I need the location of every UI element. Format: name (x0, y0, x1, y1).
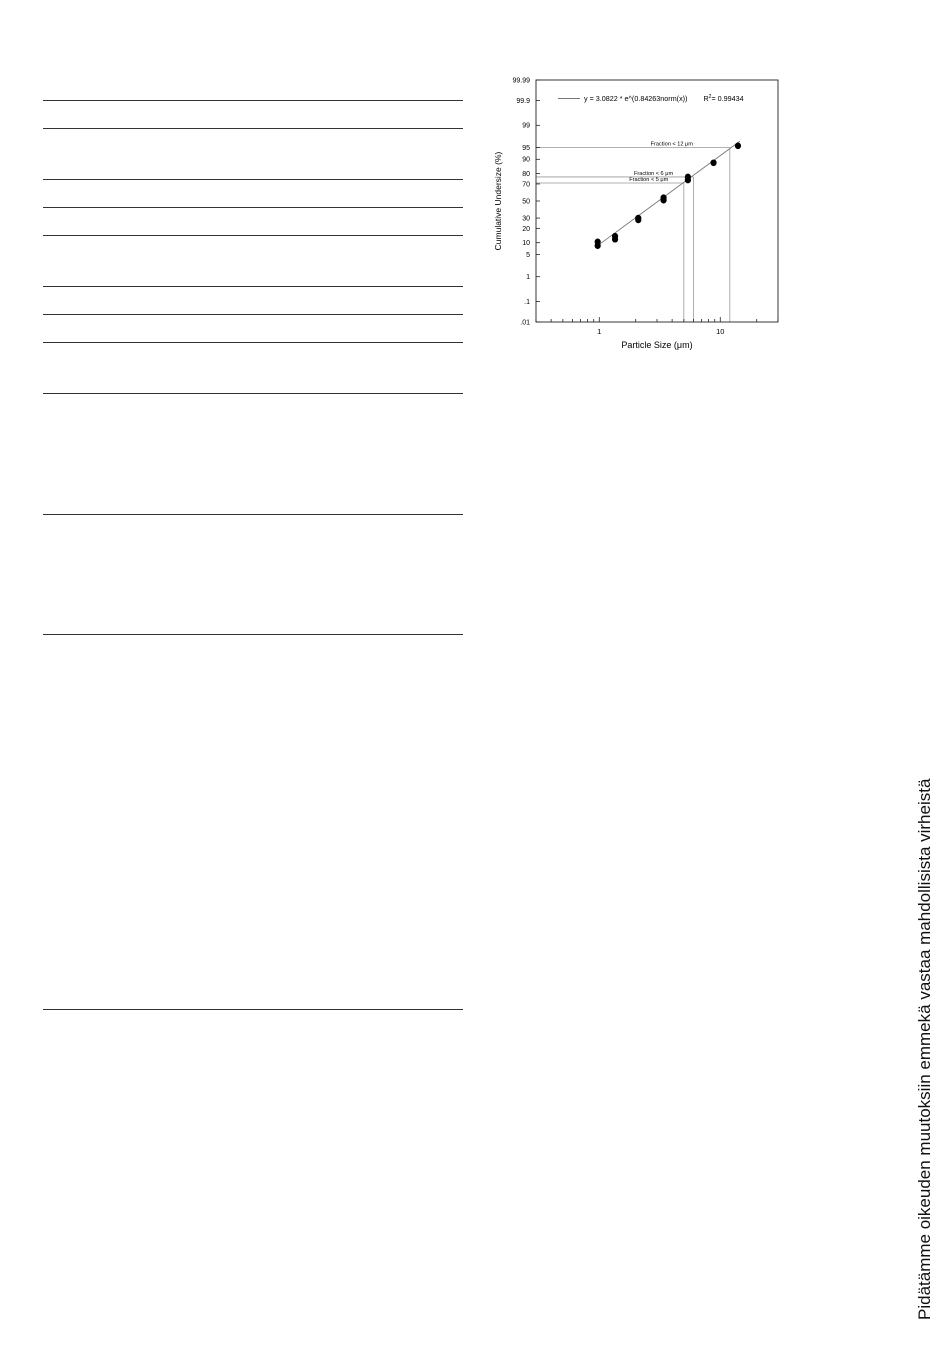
y-tick-label: .1 (524, 298, 530, 306)
data-point (660, 194, 666, 201)
table-rule (43, 286, 463, 287)
y-tick-label: 99.9 (516, 97, 530, 105)
data-points (595, 143, 741, 249)
y-tick-label: 95 (522, 144, 530, 152)
data-point (685, 174, 691, 181)
data-point (635, 215, 641, 222)
x-axis-label: Particle Size (μm) (621, 340, 693, 350)
y-tick-label: 99.99 (512, 77, 530, 85)
table-rule (43, 207, 463, 208)
plot-frame (536, 80, 778, 322)
table-rule (43, 179, 463, 180)
table-rule (43, 1009, 463, 1010)
table-rule (43, 100, 463, 101)
y-tick-label: 50 (522, 198, 530, 206)
table-rule (43, 235, 463, 236)
y-axis-label: Cumulative Undersize (%) (493, 151, 503, 251)
y-tick-label: 99 (522, 122, 530, 130)
y-tick-label: .01 (520, 319, 530, 327)
table-rule (43, 514, 463, 515)
data-point (595, 238, 601, 245)
y-tick-label: 20 (522, 225, 530, 233)
particle-size-chart (488, 72, 788, 357)
y-tick-label: 90 (522, 156, 530, 164)
plot-border (536, 80, 778, 322)
fit-line-segment (597, 141, 740, 246)
fraction-guide-lines (536, 147, 730, 322)
data-point (710, 159, 716, 166)
table-rule (43, 342, 463, 343)
legend (558, 94, 744, 103)
x-tick-label: 1 (597, 327, 602, 336)
y-tick-label: 5 (526, 251, 530, 259)
fraction-label: Fraction < 5 μm (629, 177, 669, 183)
table-rule (43, 393, 463, 394)
y-tick-label: 10 (522, 240, 530, 248)
data-point (735, 143, 741, 150)
legend-label: y = 3.0822 * e^(0.84263norm(x)) $R^2= 0.99434$ (584, 94, 744, 103)
fraction-label: Fraction < 6 μm (633, 170, 674, 177)
data-point (612, 233, 618, 240)
table-rules (43, 0, 463, 1357)
table-rule (43, 314, 463, 315)
y-tick-label: 30 (522, 215, 530, 223)
x-axis (536, 317, 778, 336)
disclaimer-text: Pidätämme oikeuden muutoksiin emmekä vastaa mahdollisista virheistä (915, 778, 934, 1320)
x-tick-label: 10 (716, 327, 725, 336)
y-tick-label: 80 (522, 171, 530, 179)
fit-line (597, 141, 740, 246)
fraction-label: Fraction < 12 μm (650, 141, 693, 148)
y-tick-label: 1 (526, 274, 530, 282)
table-rule (43, 634, 463, 635)
y-tick-label: 70 (522, 181, 530, 189)
table-rule (43, 128, 463, 129)
